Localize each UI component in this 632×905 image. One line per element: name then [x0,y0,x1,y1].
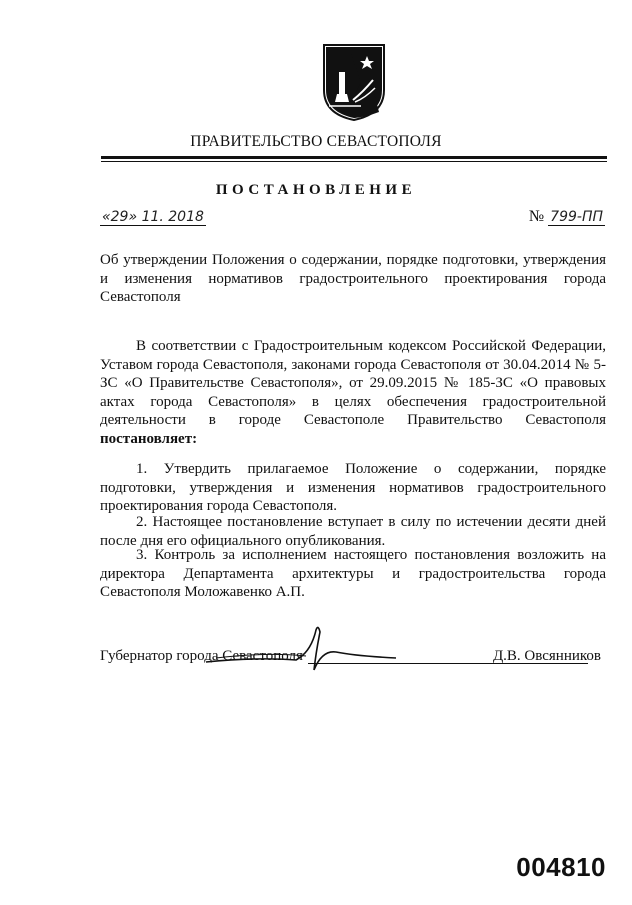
number-sign: № [528,208,545,225]
document-date [100,208,206,226]
header-rule-thick [101,156,607,159]
decree-item-2: 2. Настоящее постановление вступает в силу по истечении десяти дней после дня его официального опубликования. [100,514,606,549]
basis-paragraph: В соответствии с Градостроительным кодексом Российской Федерации, Уставом города Севастополя, законами города Севастополя от 30.04.2014 № 5-ЗС «О Правительстве Севастополя», от 29.09.2015 № 185-ЗС «О правовых актах города Севастополя» в целях обеспечения градостроительной деятельности в городе Севастополе Правительство Севастополя постановляет: [100,338,606,447]
decree-word: постановляет [100,430,193,447]
government-name: ПРАВИТЕЛЬСТВО СЕВАСТОПОЛЯ [190,133,442,150]
date-handwritten: «29» 11. 2018 [102,209,204,225]
document-number [529,208,605,226]
document-serial-number: 004810 [516,852,606,882]
header-rule-thin [101,161,607,162]
signatory-name: Д.В. Овсянников [492,648,601,664]
sevastopol-coat-of-arms-emblem [321,42,387,122]
document-subject: Об утверждении Положения о содержании, порядке подготовки, утверждения и изменения нормативов градостроительного проектирования города Севастополя [100,252,606,306]
decree-item-1: 1. Утвердить прилагаемое Положение о содержании, порядке подготовки, утверждения и изменения нормативов градостроительного проектирования города Севастополя. [100,461,606,515]
document-type-title: ПОСТАНОВЛЕНИЕ [215,182,417,198]
handwritten-signature [196,622,406,672]
signatory-role: Губернатор города Севастополя [100,648,303,664]
decree-item-3: 3. Контроль за исполнением настоящего постановления возложить на директора Департамента архитектуры и градостроительства города Севастополя Моложавенко А.П. [100,547,606,601]
number-handwritten: 799-ПП [550,209,603,225]
